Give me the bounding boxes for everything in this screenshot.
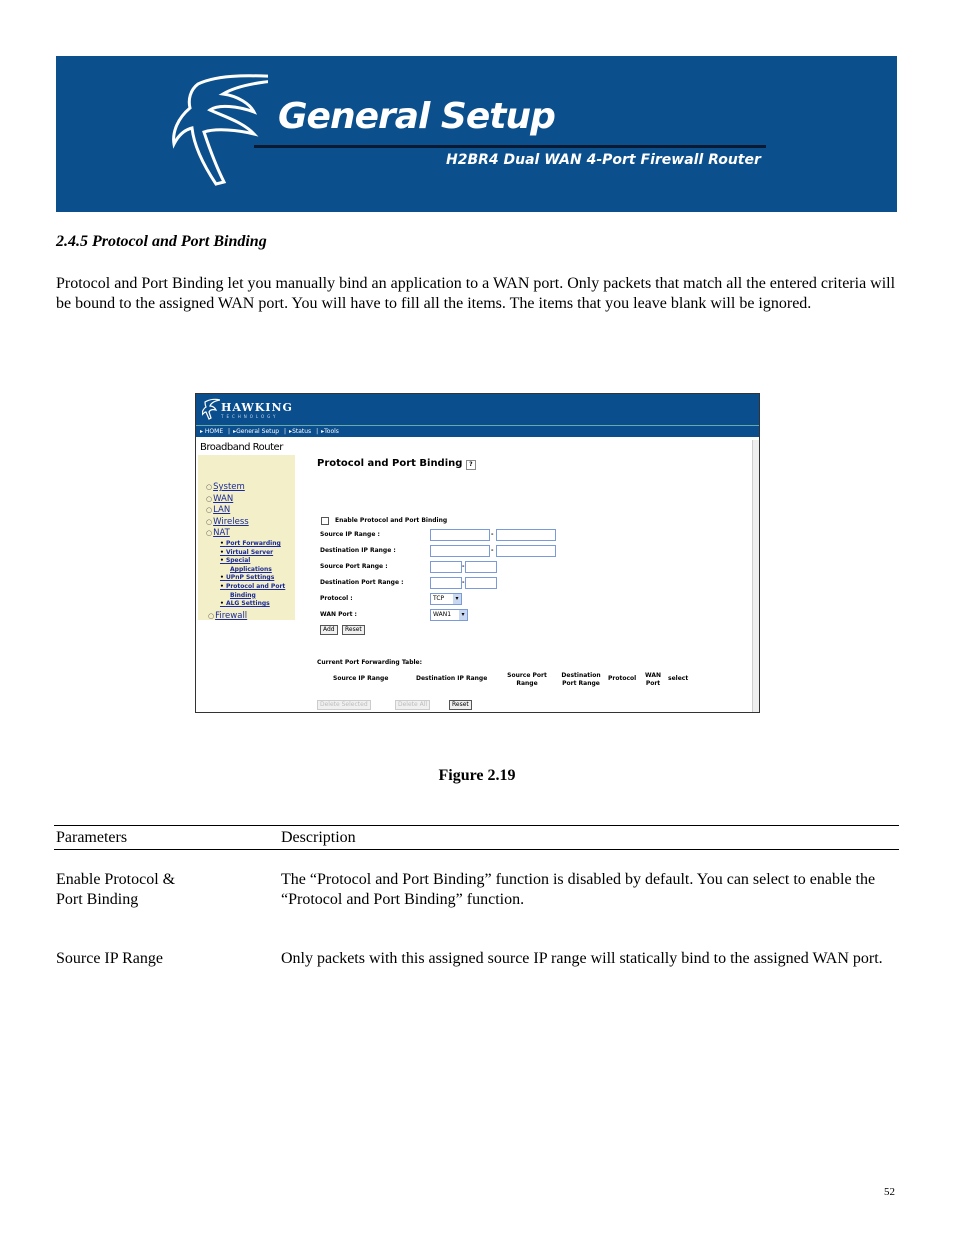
menu-system[interactable]: ○ System [206,482,249,494]
submenu-protocol-port[interactable]: • Protocol and Port [220,583,285,592]
submenu-port-forwarding[interactable]: • Port Forwarding [220,540,285,549]
dst-port-start-input[interactable] [430,577,462,589]
hawking-logo-icon [202,398,220,420]
col-src-ip: Source IP Range [333,675,389,682]
enable-row [320,515,560,527]
help-icon[interactable]: ? [466,460,476,470]
submenu-applications[interactable]: Applications [230,565,272,573]
param-source-ip: Source IP Range [56,950,163,967]
delete-all-button[interactable]: Delete All [395,700,430,710]
reset-button[interactable]: Reset [342,625,365,635]
dst-ip-end-input[interactable] [496,545,556,557]
scrollbar[interactable] [752,440,759,712]
banner-rule [254,145,766,148]
table-header-rule [54,849,899,850]
col-select: select [668,675,689,682]
page-number: 52 [884,1186,895,1198]
wan-port-row [320,609,560,621]
nav-general-setup[interactable]: ▸General Setup | [233,428,287,435]
enable-label: Enable Protocol and Port Binding [335,517,448,524]
submenu-upnp[interactable]: • UPnP Settings [220,574,285,583]
figure-caption: Figure 2.19 [438,767,516,784]
sidebar-title: Broadband Router [198,440,295,455]
col-protocol: Protocol [608,675,637,682]
desc-source-ip: Only packets with this assigned source IP range will statically bind to the assigned WAN port. [281,950,883,967]
delete-selected-button[interactable]: Delete Selected [317,700,371,710]
hawk-logo-icon [168,74,268,189]
param-enable: Enable Protocol & Port Binding [56,871,176,908]
router-nav [196,425,759,437]
dst-ip-start-input[interactable] [430,545,490,557]
submenu-virtual-server[interactable]: • Virtual Server [220,549,285,558]
table-title: Current Port Forwarding Table: [317,659,423,666]
protocol-row [320,593,560,605]
intro-paragraph: Protocol and Port Binding let you manually bind an application to a WAN port. Only packets that match all the entered criteria will be bound to the assigned WAN port. You will have to fill all the items. The items that you leave blank will be ignored. [56,275,896,312]
col-wan-port: WAN Port [644,672,661,687]
banner-subtitle: H2BR4 Dual WAN 4-Port Firewall Router [446,152,761,168]
desc-enable: The “Protocol and Port Binding” function is disabled by default. You can select to enable the “Protocol and Port Binding” function. [281,871,876,908]
menu-wireless[interactable]: ○ Wireless [206,517,249,529]
router-brand-sub: TECHNOLOGY [221,414,279,419]
nav-home[interactable]: ▸ HOME | [200,428,231,435]
router-brand: HAWKING [221,401,293,414]
submenu-alg[interactable]: • ALG Settings [220,600,285,609]
dst-port-row: Destination Port Range : - [320,577,560,589]
src-port-start-input[interactable] [430,561,462,573]
protocol-select[interactable]: TCP ▾ [430,593,462,605]
src-port-row: Source Port Range : - [320,561,560,573]
menu-lan[interactable]: ○ LAN [206,505,249,517]
enable-checkbox[interactable] [321,517,329,525]
nat-submenu [220,540,285,609]
dst-port-end-input[interactable] [465,577,497,589]
menu-firewall[interactable]: ○ Firewall [208,611,247,621]
nav-status[interactable]: ▸Status | [289,428,319,435]
src-port-end-input[interactable] [465,561,497,573]
table-top-rule [54,825,899,826]
section-heading: 2.4.5 Protocol and Port Binding [56,233,267,250]
table-reset-button[interactable]: Reset [449,700,472,710]
dst-port-label: Destination Port Range : [320,579,404,586]
chevron-down-icon: ▾ [459,610,467,620]
router-page-title: Protocol and Port Binding ? [317,458,476,470]
submenu-special[interactable]: • Special [220,557,285,566]
header-parameters: Parameters [56,829,128,846]
sidebar-menu [206,482,249,540]
src-ip-end-input[interactable] [496,529,556,541]
menu-nat[interactable]: ○ NAT [206,528,249,540]
router-screenshot [195,393,760,713]
router-header [196,394,759,425]
header-banner [56,56,897,212]
menu-wan[interactable]: ○ WAN [206,494,249,506]
col-dst-port: Destination Port Range [561,672,601,687]
src-ip-label: Source IP Range : [320,531,380,538]
col-src-port: Source Port Range [507,672,547,687]
chevron-down-icon: ▾ [453,594,461,604]
src-port-label: Source Port Range : [320,563,388,570]
header-description: Description [281,829,356,846]
submenu-binding[interactable]: Binding [230,591,256,599]
src-ip-row: Source IP Range : - [320,529,560,541]
wan-port-label: WAN Port : [320,611,357,618]
banner-title: General Setup [278,96,555,137]
protocol-label: Protocol : [320,595,353,602]
src-ip-start-input[interactable] [430,529,490,541]
action-row [320,625,560,637]
col-dst-ip: Destination IP Range [416,675,488,682]
dst-ip-row: Destination IP Range : - [320,545,560,557]
wan-port-select[interactable]: WAN1 ▾ [430,609,468,621]
add-button[interactable]: Add [320,625,338,635]
dst-ip-label: Destination IP Range : [320,547,396,554]
nav-tools[interactable]: ▸Tools [321,428,339,435]
